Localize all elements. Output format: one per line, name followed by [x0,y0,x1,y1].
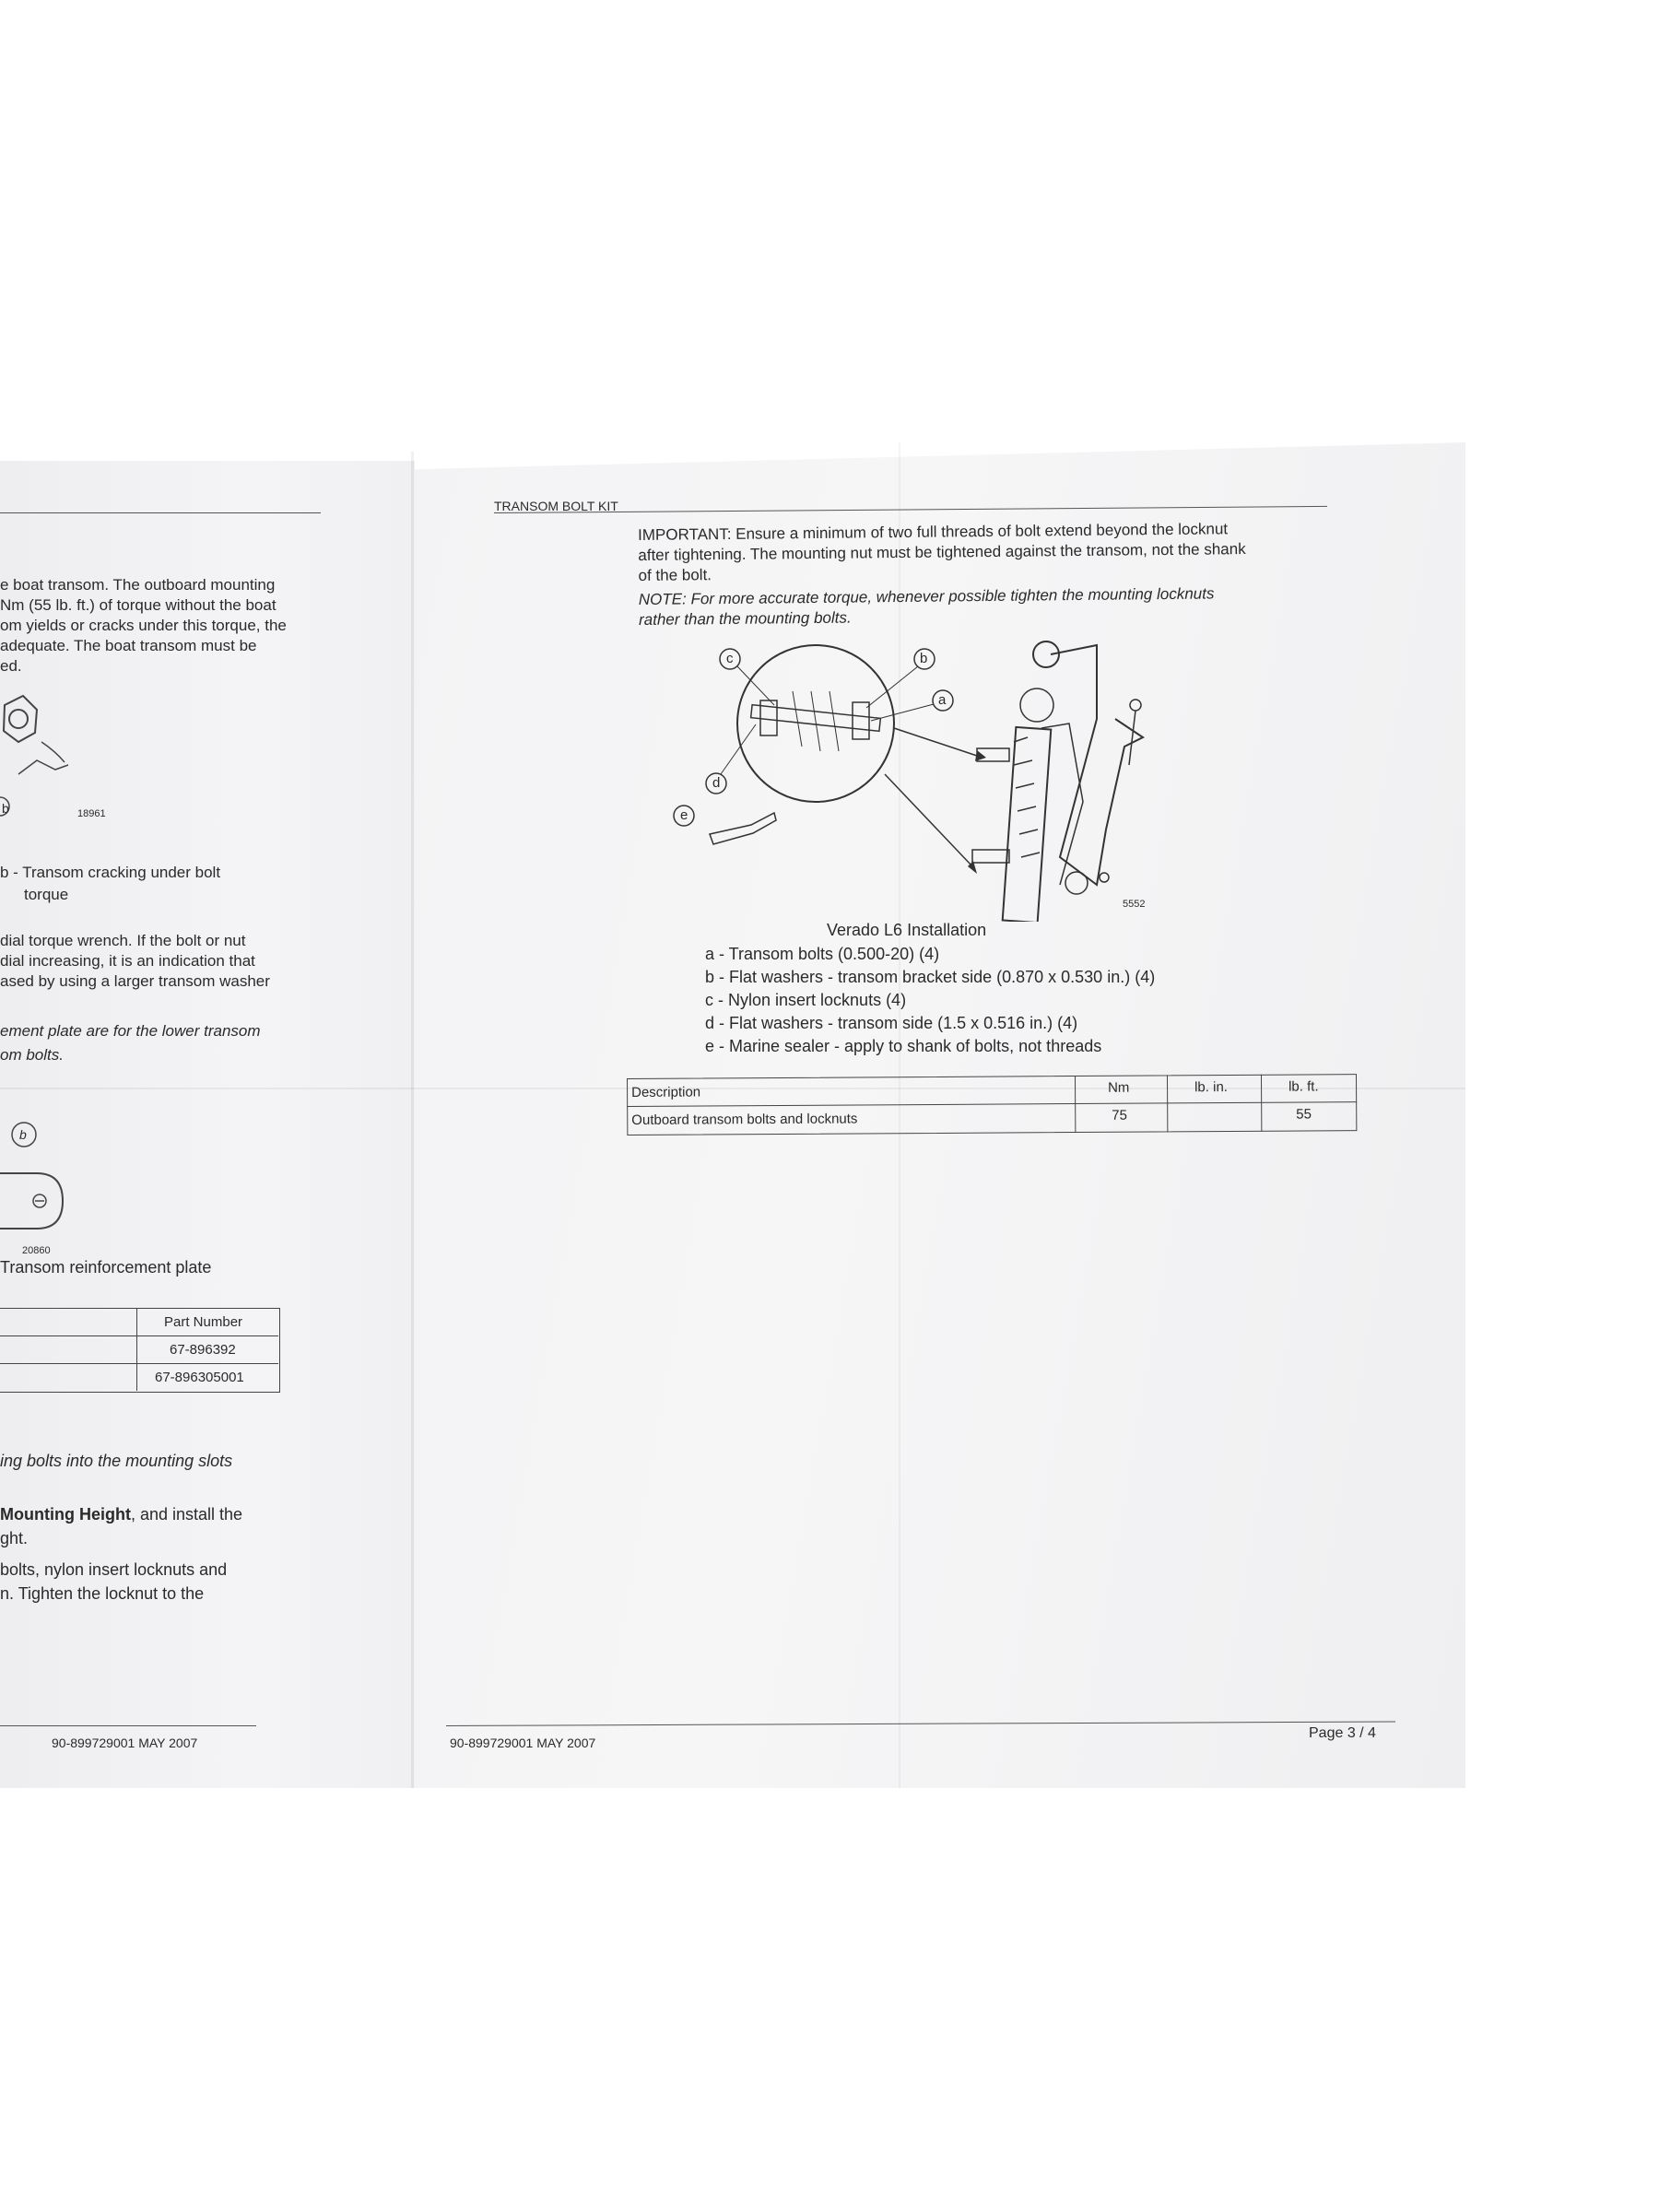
page-header-title: TRANSOM BOLT KIT [494,499,618,513]
page-number: Page 3 / 4 [1309,1725,1376,1741]
plate-note-line: om bolts. [0,1046,64,1064]
parts-table-row-line [0,1335,278,1336]
legend-item-e: e - Marine sealer - apply to shank of bolts, not threads [705,1037,1102,1055]
fig1-callout-b: b [2,801,9,816]
figure-caption: Verado L6 Installation [827,921,987,939]
intro-line: adequate. The boat transom must be [0,637,257,654]
fig1-caption-cont: torque [24,886,69,903]
left-footer-rule [0,1725,256,1726]
fig2-callout-b: b [19,1127,27,1142]
verado-installation-illustration [664,636,1161,922]
mounting-height-bold: Mounting Height [0,1505,131,1524]
torque-header-lb-ft: lb. ft. [1288,1078,1319,1095]
step-line: ght. [0,1529,29,1547]
important-line: after tightening. The mounting nut must be tightened against the transom, not the shank [638,540,1246,564]
torque-row-lb-ft: 55 [1296,1106,1312,1123]
fig1-caption: b - Transom cracking under bolt [0,864,221,881]
intro-line: Nm (55 lb. ft.) of torque without the boat [0,596,276,614]
parts-table-divider [136,1309,137,1391]
important-line: of the bolt. [638,566,712,584]
torque-header-lb-in: lb. in. [1194,1079,1228,1096]
legend-item-b: b - Flat washers - transom bracket side (0.870 x 0.530 in.) (4) [705,968,1156,986]
plate-note-line: ement plate are for the lower transom [0,1022,261,1040]
fig1-code: 18961 [77,808,106,819]
callout-c: c [726,651,734,666]
fig2-code: 20860 [22,1245,51,1256]
step-line-mounting-height [0,1504,242,1524]
part-number-cell: 67-896305001 [155,1370,244,1385]
callout-b: b [920,651,928,666]
torque-table [627,1074,1355,1137]
fig2-caption: Transom reinforcement plate [0,1258,212,1277]
dial-line: dial torque wrench. If the bolt or nut [0,932,246,949]
intro-line: om yields or cracks under this torque, the [0,617,287,634]
left-header-rule [0,512,321,513]
reinforcement-plate-illustration [0,1111,74,1240]
note-line: rather than the mounting bolts. [638,608,852,629]
dial-line: dial increasing, it is an indication that [0,952,255,970]
torque-row-nm: 75 [1112,1107,1127,1124]
right-footer-doc-number: 90-899729001 MAY 2007 [450,1735,596,1750]
callout-e: e [680,807,688,823]
callout-a: a [938,692,947,708]
callout-d: d [712,775,721,791]
dial-line: ased by using a larger transom washer [0,972,270,990]
parts-table-row-line [0,1363,278,1364]
torque-row-description: Outboard transom bolts and locknuts [631,1111,858,1128]
torque-header-nm: Nm [1108,1079,1130,1096]
intro-line: ed. [0,657,22,675]
important-line: IMPORTANT: Ensure a minimum of two full threads of bolt extend beyond the locknut [638,520,1229,544]
note-line: NOTE: For more accurate torque, whenever possible tighten the mounting locknuts [638,584,1215,608]
step-line: bolts, nylon insert locknuts and [0,1560,228,1579]
parts-table-header: Part Number [164,1314,243,1330]
legend-item-a: a - Transom bolts (0.500-20) (4) [705,945,940,963]
legend-item-d: d - Flat washers - transom side (1.5 x 0.516 in.) (4) [705,1014,1078,1032]
step-line: ing bolts into the mounting slots [0,1452,233,1470]
part-number-cell: 67-896392 [170,1342,236,1358]
intro-line: e boat transom. The outboard mounting [0,576,276,594]
step-line: n. Tighten the locknut to the [0,1584,205,1603]
legend-item-c: c - Nylon insert locknuts (4) [705,991,907,1009]
center-fold [411,452,414,1788]
figure-code: 5552 [1123,899,1146,910]
left-footer: 90-899729001 MAY 2007 [52,1735,198,1750]
torque-header-description: Description [631,1084,701,1100]
step-line-rest: , and install the [130,1505,243,1524]
